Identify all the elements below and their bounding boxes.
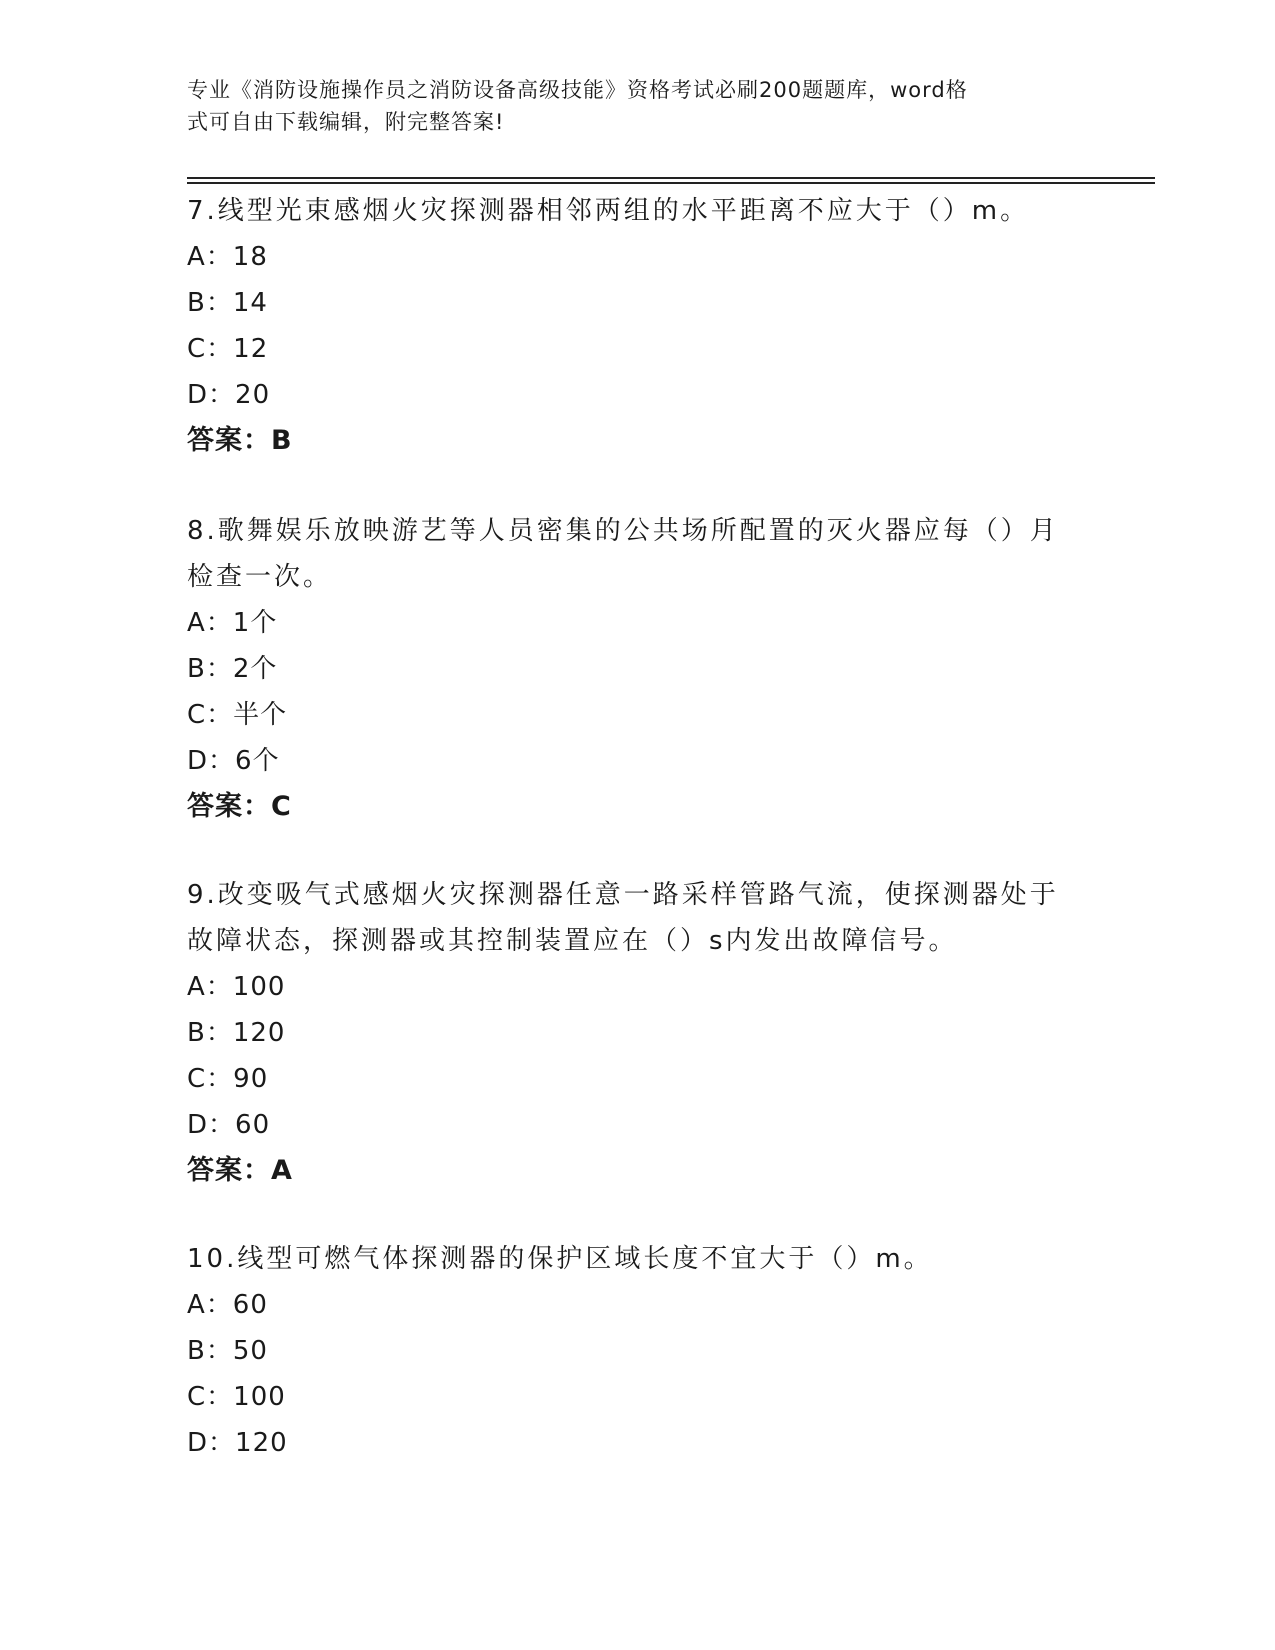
header-divider-bottom: [187, 182, 1155, 184]
header-line-1: 专业《消防设施操作员之消防设备高级技能》资格考试必刷200题题库，word格: [187, 78, 968, 102]
header-line-2: 式可自由下载编辑，附完整答案!: [187, 110, 505, 134]
question-7: [187, 188, 1067, 464]
option-d: D：120: [187, 1428, 288, 1458]
option-d: D：20: [187, 380, 271, 410]
option-a: A：100: [187, 972, 286, 1002]
option-d: D：60: [187, 1110, 271, 1140]
option-b: B：2个: [187, 654, 278, 684]
question-8: [187, 508, 1067, 830]
option-c: C：100: [187, 1382, 286, 1412]
option-b: B：50: [187, 1336, 268, 1366]
option-b: B：14: [187, 288, 268, 318]
option-b: B：120: [187, 1018, 286, 1048]
question-stem-line-1: 9.改变吸气式感烟火灾探测器任意一路采样管路气流，使探测器处于: [187, 880, 1059, 910]
question-10: [187, 1236, 1067, 1466]
option-c: C：12: [187, 334, 269, 364]
answer: 答案：B: [187, 425, 293, 456]
answer: 答案：C: [187, 791, 292, 822]
option-a: A：60: [187, 1290, 268, 1320]
document-header: [187, 74, 1087, 138]
option-c: C：90: [187, 1064, 269, 1094]
question-stem-line-1: 8.歌舞娱乐放映游艺等人员密集的公共场所配置的灭火器应每（）月: [187, 516, 1059, 546]
question-stem: 10.线型可燃气体探测器的保护区域长度不宜大于（）m。: [187, 1244, 933, 1274]
question-stem-line-2: 检查一次。: [187, 562, 333, 592]
question-stem-line-2: 故障状态，探测器或其控制装置应在（）s内发出故障信号。: [187, 926, 958, 956]
option-c: C：半个: [187, 700, 288, 730]
header-divider-top: [187, 177, 1155, 179]
answer: 答案：A: [187, 1155, 293, 1186]
question-9: [187, 872, 1067, 1194]
option-a: A：1个: [187, 608, 278, 638]
question-stem: 7.线型光束感烟火灾探测器相邻两组的水平距离不应大于（）m。: [187, 196, 1030, 226]
option-a: A：18: [187, 242, 268, 272]
option-d: D：6个: [187, 746, 280, 776]
